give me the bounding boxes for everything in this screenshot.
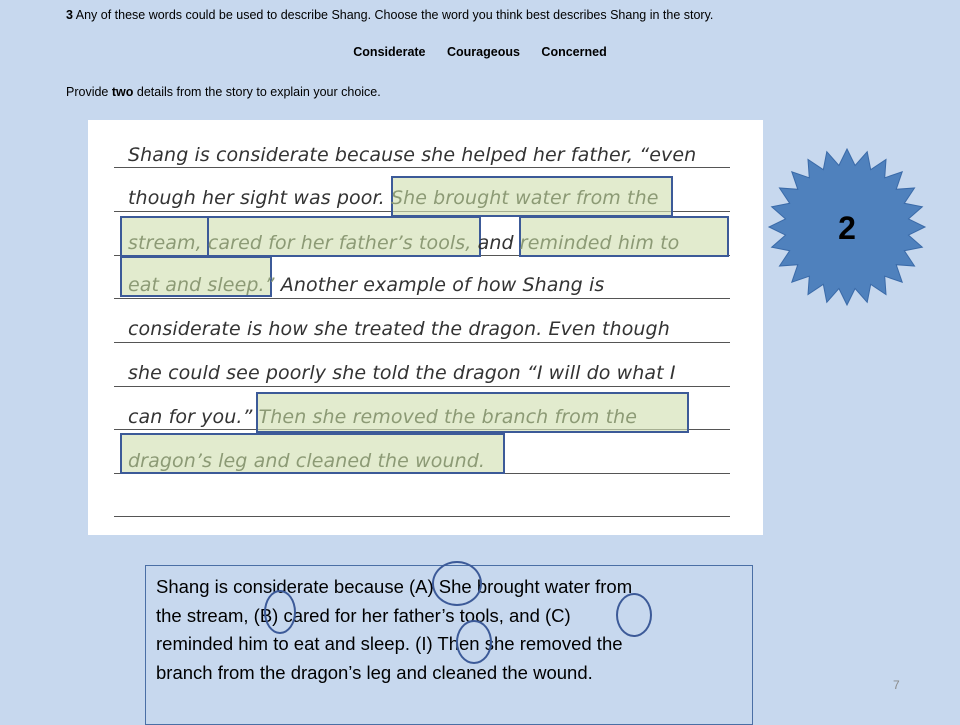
choice-considerate: Considerate: [353, 45, 426, 59]
summary-line-3: reminded him to eat and sleep. (I) Then she removed the: [156, 633, 623, 654]
instruction-bold: two: [111, 85, 134, 99]
choice-courageous: Courageous: [447, 45, 520, 59]
ruled-line: [114, 298, 730, 299]
response-line-6: she could see poorly she told the dragon “I will do what I: [128, 362, 676, 384]
instruction-text: Provide two details from the story to explain your choice.: [66, 85, 381, 99]
word-choices: [0, 45, 960, 59]
response-line-7: can for you.” Then she removed the branch from the: [128, 406, 638, 428]
response-line-8: dragon’s leg and cleaned the wound.: [128, 450, 486, 472]
marker-ring-c: [616, 593, 652, 637]
ruled-line: [114, 342, 730, 343]
response-line-2: though her sight was poor. She brought water from the: [128, 187, 659, 209]
student-response-panel: [88, 120, 763, 535]
ruled-line: [114, 516, 730, 517]
score-value: 2: [838, 210, 856, 246]
response-line-5: considerate is how she treated the dragon. Even though: [128, 318, 670, 340]
question-prompt: [66, 8, 713, 22]
response-line-3: stream, cared for her father’s tools, and reminded him to: [128, 232, 680, 254]
ruled-line: [114, 386, 730, 387]
response-line-1: Shang is considerate because she helped her father, “even: [128, 144, 697, 166]
summary-line-2: the stream, (B) cared for her father’s tools, and (C): [156, 604, 571, 626]
choice-concerned: Concerned: [541, 45, 607, 59]
marker-ring-b: [264, 590, 296, 634]
page-number: 7: [893, 678, 900, 692]
question-number: 3: [66, 8, 73, 22]
marker-ring-i: [456, 620, 492, 664]
question-text: Any of these words could be used to describe Shang. Choose the word you think best describes Shang in the story.: [72, 8, 714, 22]
response-line-4: eat and sleep.” Another example of how Shang is: [128, 274, 605, 296]
summary-line-4: branch from the dragon’s leg and cleaned the wound.: [156, 661, 593, 683]
summary-line-1: Shang is considerate because (A) She brought water from: [156, 576, 633, 597]
marker-ring-a: [432, 561, 482, 606]
ruled-line: [114, 167, 730, 168]
score-badge: [767, 147, 927, 307]
